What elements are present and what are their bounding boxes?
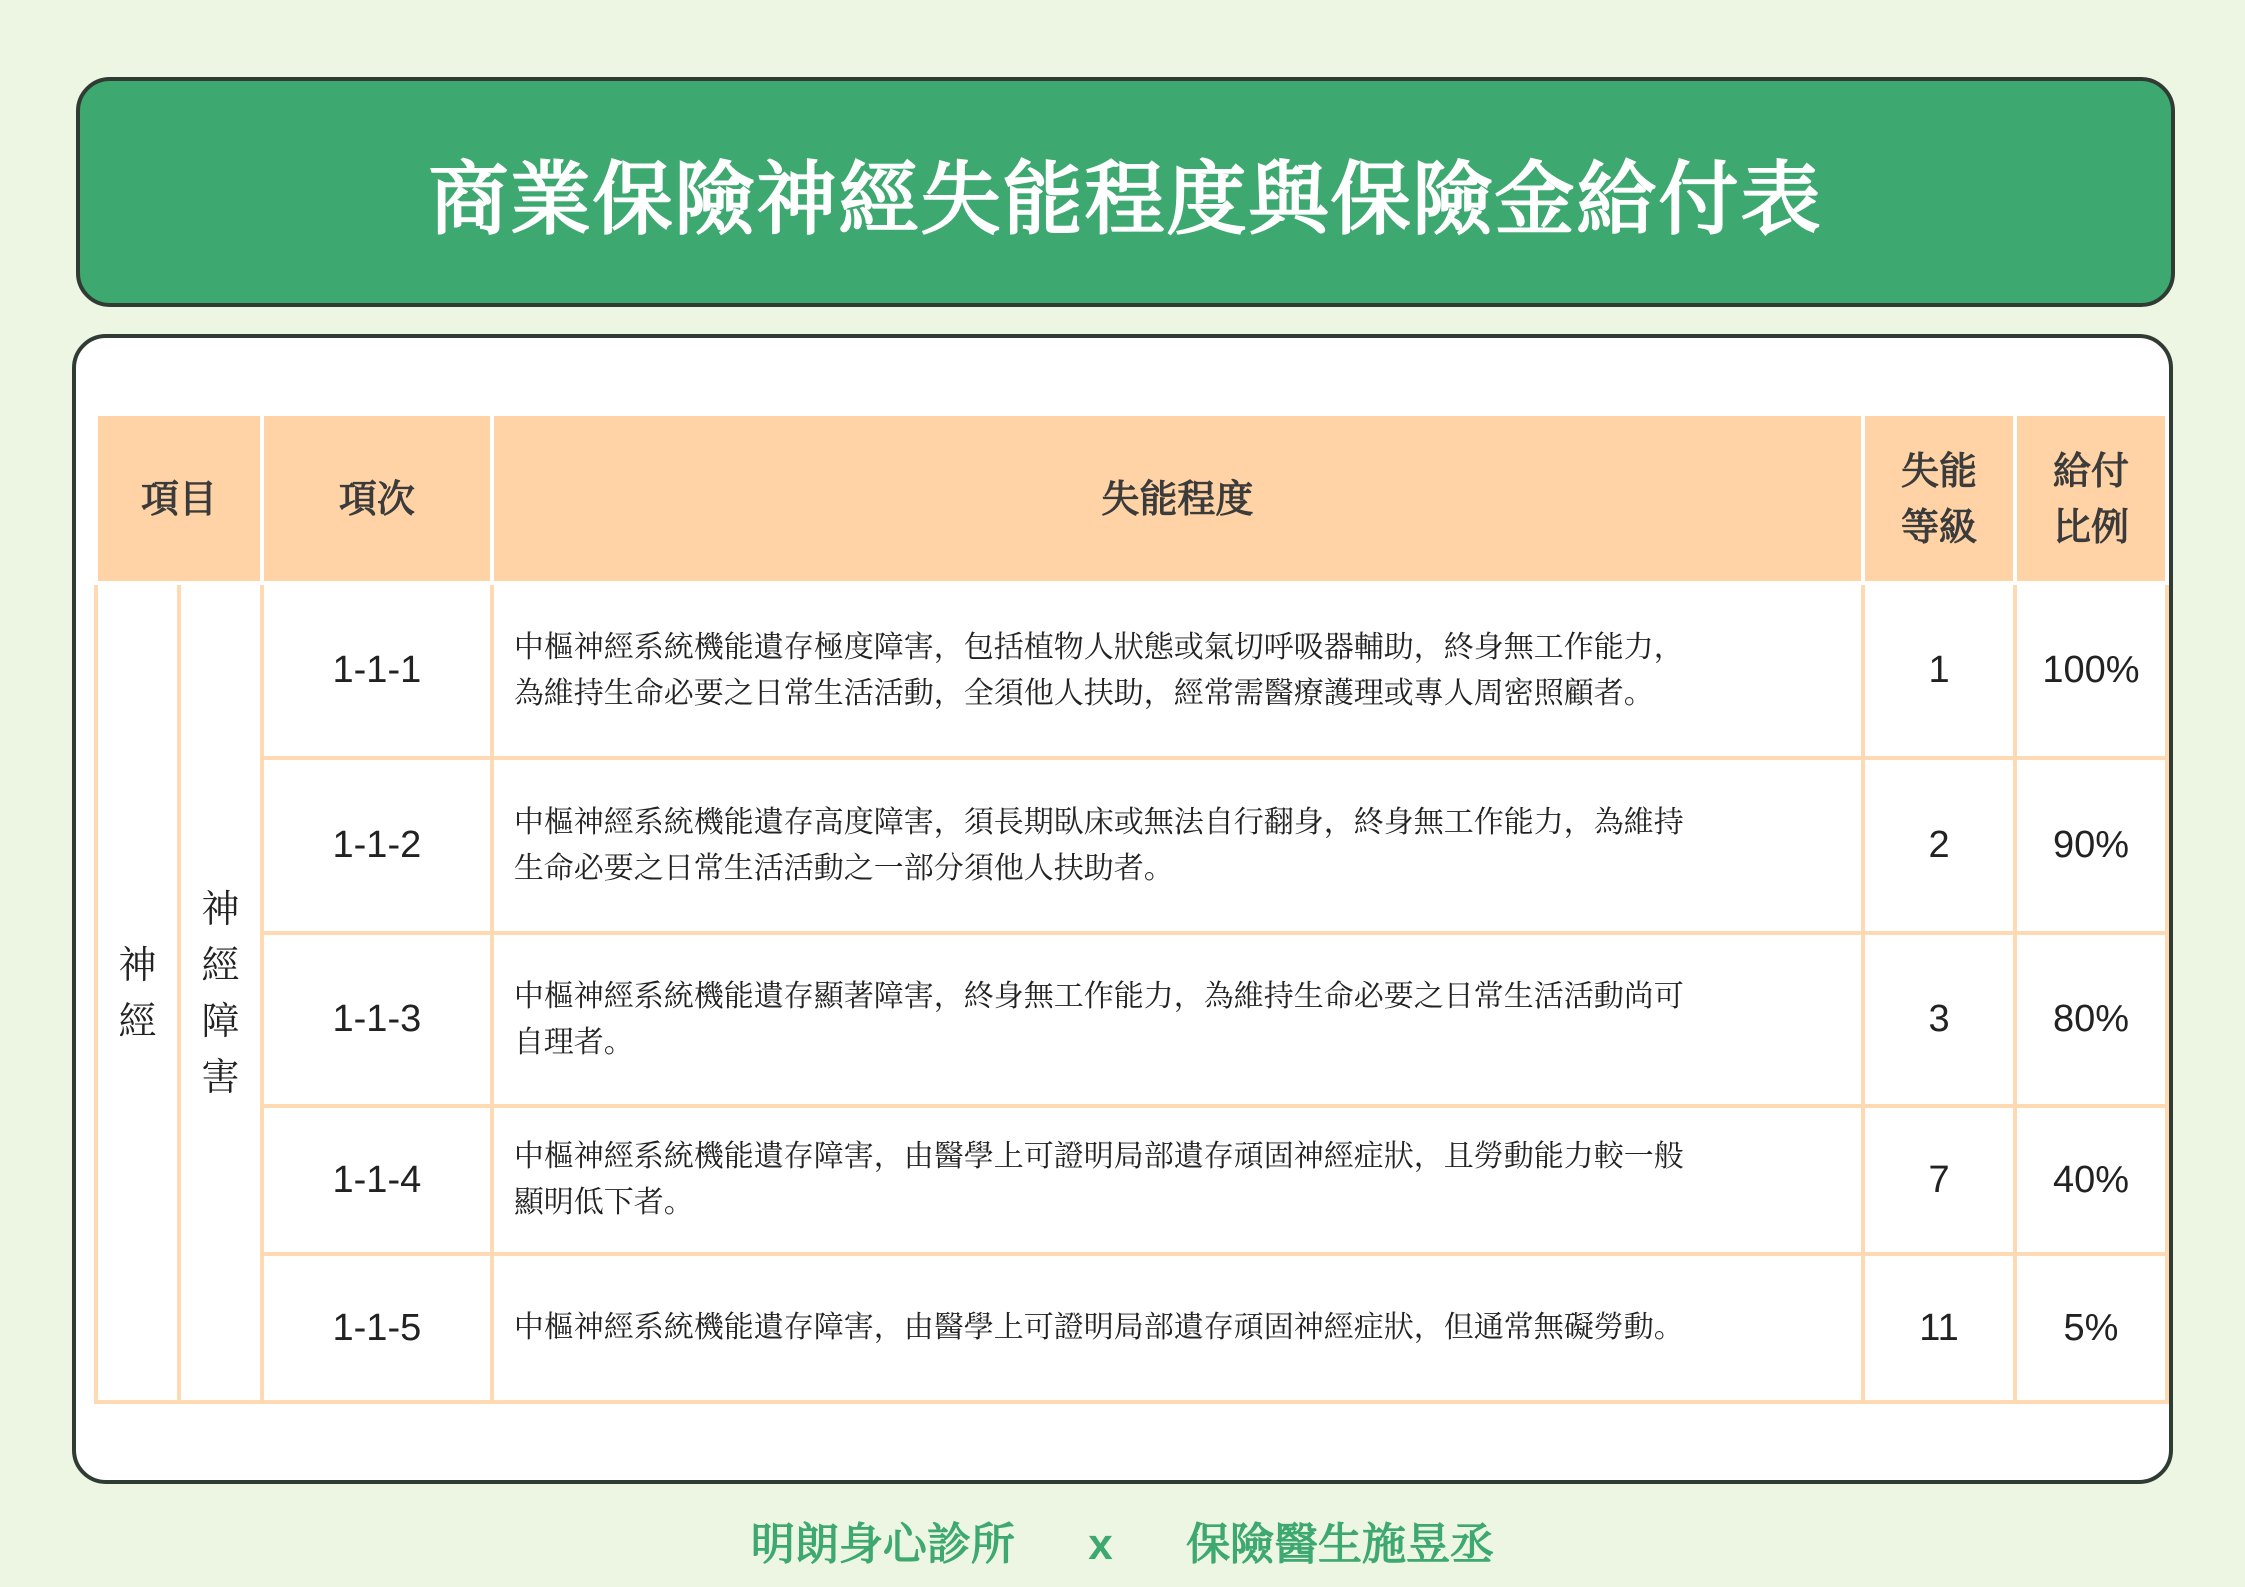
- description-line: 中樞神經系統機能遺存高度障害，須長期臥床或無法自行翻身，終身無工作能力，為維持: [513, 804, 1684, 840]
- level-cell: 1: [1863, 583, 2015, 758]
- header-item: 項目: [96, 414, 262, 583]
- header-level: [1863, 414, 2015, 583]
- description-line: 中樞神經系統機能遺存顯著障害，終身無工作能力，為維持生命必要之日常生活活動尚可: [513, 978, 1684, 1014]
- category-char: 經: [118, 998, 157, 1043]
- footer-clinic: 明朗身心診所: [750, 1519, 1015, 1570]
- ratio-cell: 90%: [2015, 758, 2167, 933]
- page-title: 商業保險神經失能程度與保險金給付表: [428, 152, 1823, 246]
- subcategory-char: 神: [201, 886, 240, 931]
- description-line: 自理者。: [513, 1024, 634, 1060]
- level-cell: 11: [1863, 1254, 2015, 1402]
- code-cell: 1-1-4: [262, 1106, 492, 1254]
- header-degree: 失能程度: [492, 414, 1863, 583]
- description-cell: [492, 1254, 1863, 1402]
- header-level-line2: 等級: [1901, 504, 1978, 549]
- description-cell: [492, 583, 1863, 758]
- subcategory-char: 害: [201, 1054, 240, 1099]
- footer-credit: [0, 1508, 2245, 1572]
- level-cell: 2: [1863, 758, 2015, 933]
- header-sub-item: 項次: [262, 414, 492, 583]
- subcategory-cell: [179, 583, 262, 1402]
- description-cell: [492, 758, 1863, 933]
- table-row: [96, 1254, 2167, 1402]
- code-cell: 1-1-2: [262, 758, 492, 933]
- header-row: [96, 414, 2167, 583]
- table-row: [96, 933, 2167, 1106]
- description-line: 中樞神經系統機能遺存障害，由醫學上可證明局部遺存頑固神經症狀，且勞動能力較一般: [513, 1139, 1684, 1174]
- table-row: [96, 1106, 2167, 1254]
- ratio-cell: 80%: [2015, 933, 2167, 1106]
- description-line: 中樞神經系統機能遺存極度障害，包括植物人狀態或氣切呼吸器輔助，終身無工作能力，: [513, 629, 1684, 665]
- ratio-cell: 100%: [2015, 583, 2167, 758]
- description-line: 為維持生命必要之日常生活活動，全須他人扶助，經常需醫療護理或專人周密照顧者。: [513, 675, 1654, 711]
- description-line: 顯明低下者。: [513, 1185, 694, 1220]
- subcategory-char: 障: [201, 998, 240, 1043]
- table-row: [96, 758, 2167, 933]
- subcategory-char: 經: [201, 942, 240, 987]
- header-ratio-line1: 給付: [2052, 448, 2129, 493]
- category-cell: [96, 583, 179, 1402]
- table-row: [96, 583, 2167, 758]
- description-line: 生命必要之日常生活活動之一部分須他人扶助者。: [513, 850, 1174, 886]
- table-card: [72, 334, 2173, 1484]
- code-cell: 1-1-3: [262, 933, 492, 1106]
- description-cell: [492, 933, 1863, 1106]
- description-cell: [492, 1106, 1863, 1254]
- description-line: 中樞神經系統機能遺存障害，由醫學上可證明局部遺存頑固神經症狀，但通常無礙勞動。: [513, 1310, 1684, 1345]
- footer-doctor: 保險醫生施昱丞: [1186, 1519, 1495, 1570]
- header-level-line1: 失能: [1901, 448, 1978, 493]
- ratio-cell: 40%: [2015, 1106, 2167, 1254]
- title-banner: [76, 77, 2175, 307]
- header-ratio: [2015, 414, 2167, 583]
- header-ratio-line2: 比例: [2052, 504, 2129, 549]
- ratio-cell: 5%: [2015, 1254, 2167, 1402]
- code-cell: 1-1-5: [262, 1254, 492, 1402]
- code-cell: 1-1-1: [262, 583, 492, 758]
- footer-separator: x: [1088, 1520, 1113, 1569]
- level-cell: 7: [1863, 1106, 2015, 1254]
- level-cell: 3: [1863, 933, 2015, 1106]
- payout-table: [94, 412, 2169, 1404]
- category-char: 神: [118, 942, 157, 987]
